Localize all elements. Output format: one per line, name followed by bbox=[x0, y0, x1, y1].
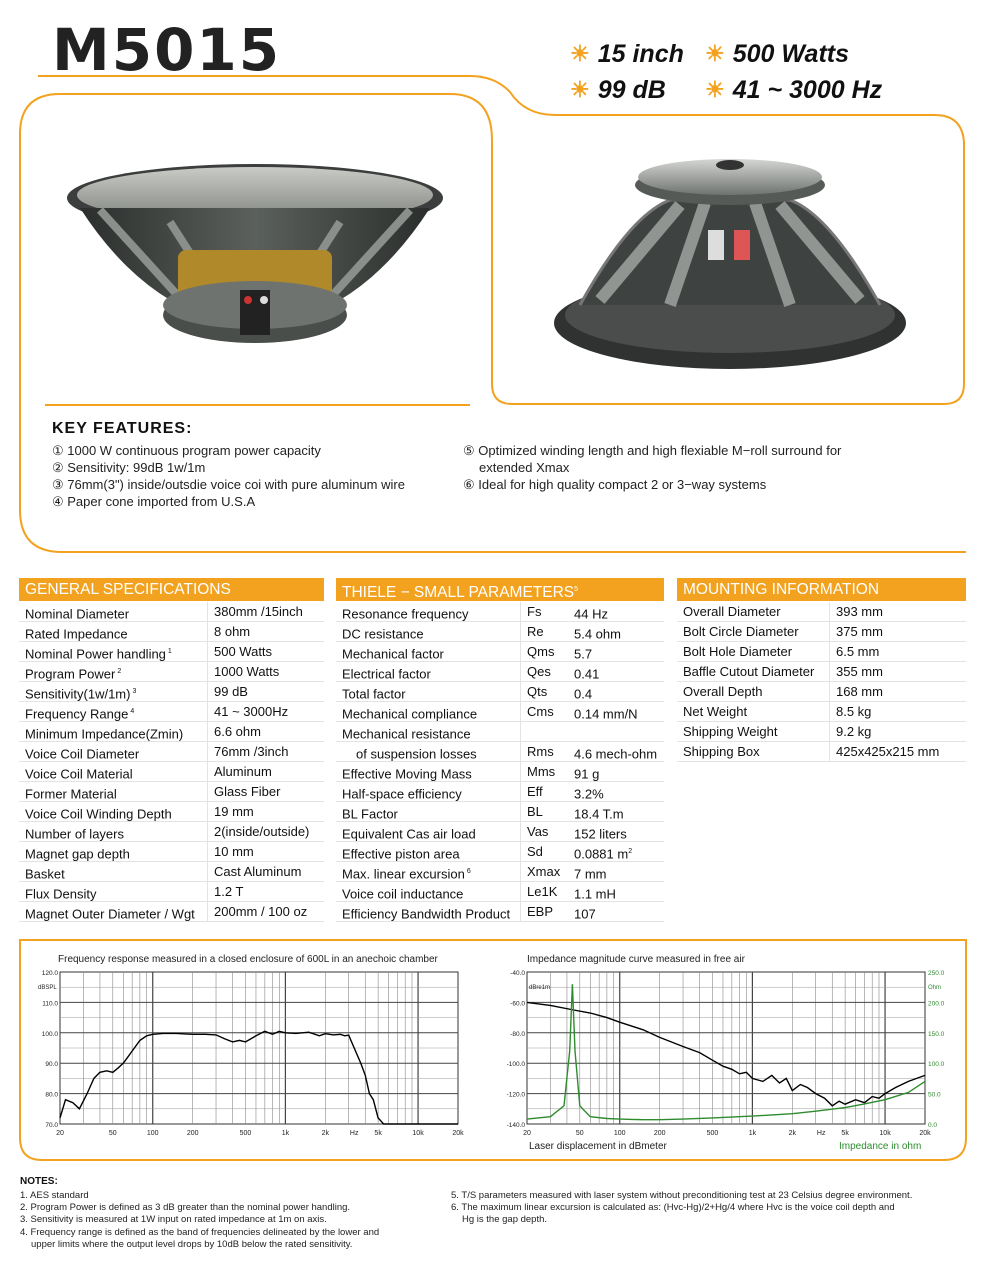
table-row bbox=[19, 702, 324, 722]
note-item: Hg is the gap depth. bbox=[462, 1214, 548, 1226]
x-tick-label: 2k bbox=[321, 1130, 330, 1137]
x-tick-label: 500 bbox=[706, 1130, 719, 1137]
param-value bbox=[568, 722, 664, 741]
spec-label: Nominal Power handling $^1$ bbox=[25, 646, 172, 661]
param-label: Effective piston area bbox=[342, 846, 460, 861]
note-item: upper limits where the output level drops by 10dB below the rated sensitivity. bbox=[31, 1238, 353, 1250]
param-symbol: Eff bbox=[520, 782, 568, 801]
notes-left bbox=[20, 1190, 379, 1251]
x-tick-label: Hz bbox=[349, 1130, 359, 1137]
mount-label: Overall Depth bbox=[683, 684, 763, 699]
y-tick-label: 90.0 bbox=[45, 1061, 58, 1069]
table-row bbox=[677, 622, 966, 642]
spec-label: Number of layers bbox=[25, 826, 124, 841]
y-axis-label: dBre1m bbox=[529, 985, 551, 991]
note-item: 3. Sensitivity is measured at 1W input on rated impedance at 1m on axis. bbox=[20, 1214, 327, 1226]
y-tick-label: 110.0 bbox=[42, 1000, 58, 1008]
table-row bbox=[336, 722, 664, 742]
param-label: Voice coil inductance bbox=[342, 886, 464, 901]
param-symbol: Qms bbox=[520, 642, 568, 661]
mount-label: Baffle Cutout Diameter bbox=[683, 664, 815, 679]
y-tick-label: -80.0 bbox=[510, 1030, 525, 1038]
y2-tick-label: 100.0 bbox=[928, 1061, 945, 1069]
y-tick-label: 70.0 bbox=[45, 1122, 58, 1129]
table-row bbox=[19, 722, 324, 742]
note-item: 1. AES standard bbox=[20, 1190, 89, 1201]
mount-value: 393 mm bbox=[829, 602, 966, 621]
spec-label: Rated Impedance bbox=[25, 626, 128, 641]
feature-item: ② Sensitivity: 99dB 1w/1m bbox=[52, 460, 206, 475]
spec-label: Frequency Range $^4$ bbox=[25, 706, 135, 721]
param-symbol: Vas bbox=[520, 822, 568, 841]
spec-label: Flux Density bbox=[25, 886, 97, 901]
spec-value: Cast Aluminum bbox=[207, 862, 324, 881]
x-tick-label: 20k bbox=[452, 1130, 464, 1137]
y2-tick-label: 50.0 bbox=[928, 1091, 941, 1099]
param-label: Mechanical resistance bbox=[342, 726, 471, 741]
mount-label: Bolt Circle Diameter bbox=[683, 624, 799, 639]
spec-value: 1000 Watts bbox=[207, 662, 324, 681]
feature-item: ⑥ Ideal for high quality compact 2 or 3−way systems bbox=[463, 477, 767, 492]
key-features-left bbox=[52, 442, 405, 510]
param-value: 7 mm bbox=[574, 866, 607, 881]
spec-label: Magnet Outer Diameter / Wgt bbox=[25, 906, 195, 921]
mount-value: 9.2 kg bbox=[829, 722, 966, 741]
table-row bbox=[19, 902, 324, 922]
y2-axis-label: Ohm bbox=[928, 985, 942, 991]
table-row bbox=[19, 882, 324, 902]
mount-value: 355 mm bbox=[829, 662, 966, 681]
y-tick-label: 100.0 bbox=[41, 1030, 58, 1038]
impedance-chart bbox=[495, 966, 945, 1142]
y-tick-label: -60.0 bbox=[510, 1000, 525, 1008]
key-features-title: KEY FEATURES: bbox=[52, 420, 193, 437]
table-row bbox=[677, 602, 966, 622]
param-value: 1.1 mH bbox=[574, 886, 616, 901]
note-item: 4. Frequency range is defined as the band of frequencies delineated by the lower and bbox=[20, 1226, 380, 1238]
headline-spec: ☀ 15 inch bbox=[570, 39, 684, 68]
sun-icon: ☀ bbox=[570, 41, 590, 66]
x-tick-label: 20k bbox=[919, 1130, 931, 1137]
x-tick-label: 50 bbox=[108, 1130, 117, 1137]
general-specifications-table bbox=[19, 578, 324, 922]
table-row bbox=[19, 622, 324, 642]
table-header: THIELE − SMALL PARAMETERS$^5$ bbox=[336, 578, 664, 601]
x-tick-label: Hz bbox=[816, 1130, 826, 1137]
mount-label: Net Weight bbox=[683, 704, 748, 719]
param-label: Total factor bbox=[342, 686, 406, 701]
param-label: Mechanical factor bbox=[342, 646, 444, 661]
table-row bbox=[19, 842, 324, 862]
table-row bbox=[336, 902, 664, 922]
table-row bbox=[336, 682, 664, 702]
param-label: Mechanical compliance bbox=[342, 706, 478, 721]
x-tick-label: 200 bbox=[186, 1130, 199, 1137]
table-row bbox=[336, 622, 664, 642]
x-tick-label: 1k bbox=[281, 1130, 290, 1137]
headline-spec: ☀ 41 ~ 3000 Hz bbox=[705, 75, 883, 104]
x-tick-label: 5k bbox=[841, 1130, 849, 1137]
param-symbol: Cms bbox=[520, 702, 568, 721]
table-row bbox=[677, 642, 966, 662]
table-row bbox=[677, 662, 966, 682]
spec-value: 500 Watts bbox=[207, 642, 324, 661]
table-row bbox=[677, 742, 966, 762]
y2-tick-label: 0.0 bbox=[928, 1122, 938, 1129]
model-name: M5015 bbox=[52, 16, 282, 84]
spec-label: Minimum Impedance(Zmin) bbox=[25, 726, 184, 741]
mounting-information-table bbox=[677, 578, 966, 762]
table-row bbox=[19, 862, 324, 882]
table-row bbox=[336, 802, 664, 822]
spec-label: Sensitivity(1w/1m) $^3$ bbox=[25, 686, 137, 701]
y-tick-label: -100.0 bbox=[506, 1061, 525, 1069]
frequency-response-chart bbox=[28, 966, 468, 1142]
param-value: 152 liters bbox=[574, 826, 627, 841]
spec-label: Voice Coil Material bbox=[25, 766, 133, 781]
param-symbol: Qts bbox=[520, 682, 568, 701]
param-value: 0.4 bbox=[574, 686, 593, 701]
mount-value: 168 mm bbox=[829, 682, 966, 701]
mount-label: Bolt Hole Diameter bbox=[683, 644, 793, 659]
param-symbol: EBP bbox=[520, 902, 568, 921]
param-value: 0.14 mm/N bbox=[574, 706, 638, 721]
param-value: 91 g bbox=[574, 766, 600, 781]
param-label: Efficiency Bandwidth Product bbox=[342, 906, 511, 921]
thiele-small-table bbox=[336, 578, 664, 922]
y-tick-label: -140.0 bbox=[506, 1122, 525, 1129]
spec-value: 41 ~ 3000Hz bbox=[207, 702, 324, 721]
spec-value: 8 ohm bbox=[207, 622, 324, 641]
param-symbol: Qes bbox=[520, 662, 568, 681]
table-row bbox=[19, 802, 324, 822]
headline-spec: ☀ 99 dB bbox=[570, 75, 666, 104]
laser-displacement-label: Laser displacement in dBmeter bbox=[529, 1141, 667, 1152]
spec-value: 76mm /3inch bbox=[207, 742, 324, 761]
feature-item: ① 1000 W continuous program power capacity bbox=[52, 443, 321, 458]
notes-title: NOTES: bbox=[20, 1176, 58, 1187]
mount-value: 425x425x215 mm bbox=[829, 742, 966, 761]
y2-tick-label: 150.0 bbox=[928, 1030, 945, 1038]
table-row bbox=[336, 822, 664, 842]
param-value: 3.2% bbox=[574, 786, 604, 801]
mount-label: Shipping Box bbox=[683, 744, 760, 759]
mount-label: Overall Diameter bbox=[683, 604, 781, 619]
y-tick-label: -40.0 bbox=[510, 970, 525, 977]
param-label: Resonance frequency bbox=[342, 606, 469, 621]
param-value: 5.4 ohm bbox=[574, 626, 621, 641]
spec-label: Nominal Diameter bbox=[25, 606, 130, 621]
table-row bbox=[19, 602, 324, 622]
param-symbol: Le1K bbox=[520, 882, 568, 901]
param-symbol: Re bbox=[520, 622, 568, 641]
note-item: 6. The maximum linear excursion is calculated as: (Hvc-Hg)/2+Hg/4 where Hvc is the voice coil depth and bbox=[451, 1202, 895, 1214]
spec-value: 380mm /15inch bbox=[207, 602, 324, 621]
spec-value: 6.6 ohm bbox=[207, 722, 324, 741]
y-tick-label: -120.0 bbox=[506, 1091, 525, 1099]
param-symbol: Mms bbox=[520, 762, 568, 781]
spec-label: Voice Coil Diameter bbox=[25, 746, 140, 761]
table-row bbox=[19, 742, 324, 762]
table-row bbox=[19, 662, 324, 682]
param-value: 44 Hz bbox=[574, 606, 608, 621]
note-item: 5. T/S parameters measured with laser system without preconditioning test at 23 Celsius degree environment. bbox=[451, 1190, 913, 1201]
table-row bbox=[336, 862, 664, 882]
impedance-label: Impedance in ohm bbox=[839, 1141, 922, 1152]
spec-value: 200mm / 100 oz bbox=[207, 902, 324, 921]
table-row bbox=[336, 642, 664, 662]
spec-value: Glass Fiber bbox=[207, 782, 324, 801]
y-axis-label: dBSPL bbox=[38, 985, 57, 991]
table-row bbox=[336, 742, 664, 762]
mount-value: 375 mm bbox=[829, 622, 966, 641]
imp-chart-title: Impedance magnitude curve measured in free air bbox=[527, 954, 745, 965]
param-symbol: BL bbox=[520, 802, 568, 821]
x-tick-label: 20 bbox=[56, 1130, 64, 1137]
x-tick-label: 10k bbox=[879, 1130, 891, 1137]
param-label: BL Factor bbox=[342, 806, 398, 821]
table-row bbox=[19, 762, 324, 782]
param-value: 107 bbox=[574, 906, 596, 921]
mount-value: 8.5 kg bbox=[829, 702, 966, 721]
mount-value: 6.5 mm bbox=[829, 642, 966, 661]
param-symbol: Rms bbox=[520, 742, 568, 761]
param-label: Electrical factor bbox=[342, 666, 431, 681]
spec-value: 10 mm bbox=[207, 842, 324, 861]
param-value: 18.4 T.m bbox=[574, 806, 624, 821]
spec-label: Basket bbox=[25, 866, 65, 881]
table-row bbox=[19, 782, 324, 802]
headline-spec: ☀ 500 Watts bbox=[705, 39, 849, 68]
table-row bbox=[336, 702, 664, 722]
table-row bbox=[336, 602, 664, 622]
param-symbol: Sd bbox=[520, 842, 568, 861]
speaker-rear-photo bbox=[550, 155, 910, 375]
x-tick-label: 100 bbox=[613, 1130, 626, 1137]
notes-right bbox=[451, 1190, 912, 1227]
feature-item: ③ 76mm(3") inside/outsdie voice coi with pure aluminum wire bbox=[52, 477, 405, 492]
y2-tick-label: 200.0 bbox=[928, 1000, 945, 1008]
param-symbol: Xmax bbox=[520, 862, 568, 881]
param-label: Half-space efficiency bbox=[342, 786, 462, 801]
table-row bbox=[336, 662, 664, 682]
speaker-front-photo bbox=[60, 150, 450, 360]
table-row bbox=[336, 882, 664, 902]
spec-value: 19 mm bbox=[207, 802, 324, 821]
spec-label: Magnet gap depth bbox=[25, 846, 130, 861]
param-label: DC resistance bbox=[342, 626, 424, 641]
note-item: 2. Program Power is defined as 3 dB greater than the nominal power handling. bbox=[20, 1202, 351, 1214]
spec-label: Program Power $^2$ bbox=[25, 666, 122, 681]
x-tick-label: 200 bbox=[653, 1130, 666, 1137]
param-value: 4.6 mech-ohm bbox=[574, 746, 658, 761]
x-tick-label: 500 bbox=[239, 1130, 252, 1137]
x-tick-label: 20 bbox=[523, 1130, 531, 1137]
spec-value: 99 dB bbox=[207, 682, 324, 701]
param-symbol bbox=[520, 722, 568, 741]
table-row bbox=[19, 682, 324, 702]
table-row bbox=[19, 822, 324, 842]
table-row bbox=[677, 722, 966, 742]
fr-chart-title: Frequency response measured in a closed enclosure of 600L in an anechoic chamber bbox=[58, 954, 438, 965]
table-row bbox=[677, 682, 966, 702]
spec-value: 1.2 T bbox=[207, 882, 324, 901]
param-value: 0.0881 $m^2$ bbox=[574, 846, 633, 861]
table-header: GENERAL SPECIFICATIONS bbox=[19, 578, 324, 601]
x-tick-label: 5k bbox=[374, 1130, 382, 1137]
table-row bbox=[336, 762, 664, 782]
param-value: 5.7 bbox=[574, 646, 593, 661]
spec-value: Aluminum bbox=[207, 762, 324, 781]
feature-item: extended Xmax bbox=[479, 460, 570, 475]
y2-tick-label: 250.0 bbox=[928, 970, 945, 977]
sun-icon: ☀ bbox=[570, 77, 590, 102]
y-tick-label: 120.0 bbox=[41, 970, 58, 977]
x-tick-label: 2k bbox=[788, 1130, 797, 1137]
sun-icon: ☀ bbox=[705, 41, 725, 66]
param-label: Effective Moving Mass bbox=[342, 766, 472, 781]
x-tick-label: 50 bbox=[575, 1130, 584, 1137]
x-tick-label: 100 bbox=[146, 1130, 159, 1137]
y-tick-label: 80.0 bbox=[45, 1091, 58, 1099]
param-label: Max. linear excursion $^6$ bbox=[342, 866, 471, 881]
table-row bbox=[336, 782, 664, 802]
param-value: 0.41 bbox=[574, 666, 600, 681]
table-row bbox=[336, 842, 664, 862]
spec-value: 2(inside/outside) bbox=[207, 822, 324, 841]
spec-label: Former Material bbox=[25, 786, 117, 801]
sun-icon: ☀ bbox=[705, 77, 725, 102]
table-header: MOUNTING INFORMATION bbox=[677, 578, 966, 601]
param-symbol: Fs bbox=[520, 602, 568, 621]
mount-label: Shipping Weight bbox=[683, 724, 778, 739]
table-row bbox=[677, 702, 966, 722]
table-row bbox=[19, 642, 324, 662]
feature-item: ⑤ Optimized winding length and high flexiable M−roll surround for bbox=[463, 443, 842, 458]
feature-item: ④ Paper cone imported from U.S.A bbox=[52, 494, 256, 509]
param-label: of suspension losses bbox=[356, 746, 477, 761]
x-tick-label: 1k bbox=[748, 1130, 757, 1137]
key-features-right bbox=[463, 442, 841, 493]
spec-label: Voice Coil Winding Depth bbox=[25, 806, 172, 821]
x-tick-label: 10k bbox=[412, 1130, 424, 1137]
param-label: Equivalent Cas air load bbox=[342, 826, 476, 841]
